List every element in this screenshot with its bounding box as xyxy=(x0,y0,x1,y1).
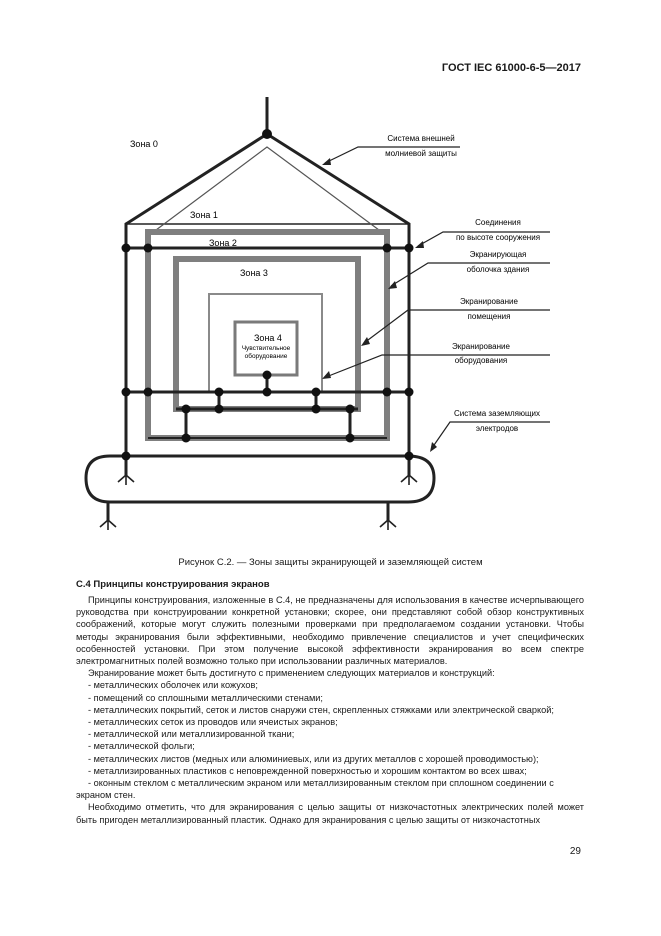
list-item: - металлизированных пластиков с неповрежденной поверхностью и хорошим контактом во всех швах; xyxy=(88,765,527,776)
list-item: - металлической фольги; xyxy=(88,741,195,752)
ground-electrode-loop xyxy=(86,456,434,502)
callout-1-line2: молниевой защиты xyxy=(385,149,457,158)
bonding-connections xyxy=(108,248,409,520)
zone4-label: Зона 4 xyxy=(254,333,282,343)
callout-6-line2: электродов xyxy=(475,424,519,433)
zone3-label: Зона 3 xyxy=(240,268,268,278)
callout-3-line1: Экранирующая xyxy=(469,250,527,259)
callout-2-line1: Соединения xyxy=(475,218,521,227)
section-title: С.4 Принципы конструирования экранов xyxy=(76,579,270,590)
sensitive-label-2: оборудование xyxy=(244,353,288,360)
sensitive-label-1: Чувствительное xyxy=(241,345,291,352)
callout-5-line2: оборудования xyxy=(454,356,508,365)
callout-1-line1: Система внешней xyxy=(387,134,455,143)
callout-3-line2: оболочка здания xyxy=(466,265,530,274)
materials-list xyxy=(76,679,584,801)
list-item: - помещений со сплошными металлическими стенами; xyxy=(88,692,323,703)
paragraph-3: Необходимо отметить, что для экранирования с целью защиты от низкочастотных электрических полей может быть пригоден металлизированный пластик. Однако для экранирования с целью защиты от низкочастотных xyxy=(76,802,584,825)
callout-4-line2: помещения xyxy=(467,312,511,321)
callout-6-line1: Система заземляющих xyxy=(453,409,541,418)
standard-header: ГОСТ IEC 61000-6-5—2017 xyxy=(441,62,581,74)
list-item: - металлических листов (медных или алюминиевых, или из других металлов с хорошей проводимостью); xyxy=(88,753,539,764)
callout-4-line1: Экранирование xyxy=(460,297,518,306)
section-body xyxy=(76,594,584,826)
zone2-label: Зона 2 xyxy=(209,238,237,248)
list-item: - металлической или металлизированной ткани; xyxy=(88,729,295,740)
paragraph-1: Принципы конструирования, изложенные в С.4, не предназначены для использования в качестве исчерпывающего руководства при конструировании конкретной установки; скорее, они представляют собой обзор конструктивных соображений, которые могут служить полезными проверками при предполагаемом создании установки. Чтобы методы экранирования были эффективными, необходимо привлечение специалистов и учет специфических особенностей установки. При этом получение высокой эффективности экранирования во всем спектре электромагнитных полей возможно только при использовании различных материалов. xyxy=(76,595,584,667)
callout-2-line2: по высоте сооружения xyxy=(455,233,541,242)
list-item: - металлических покрытий, сеток и листов снаружи стен, скрепленных стяжками или электрической сваркой; xyxy=(88,704,554,715)
callout-5-line1: Экранирование xyxy=(452,342,510,351)
list-item: - металлических сеток из проводов или ячеистых экранов; xyxy=(88,717,338,728)
zone0-label: Зона 0 xyxy=(130,139,158,149)
list-item: - металлических оболочек или кожухов; xyxy=(88,680,258,691)
paragraph-2: Экранирование может быть достигнуто с применением следующих материалов и конструкций: xyxy=(88,668,495,679)
zone1-label: Зона 1 xyxy=(190,210,218,220)
list-item: - оконным стеклом с металлическим экраном или металлизированным стеклом при сплошном соединении с экраном стен. xyxy=(76,778,554,801)
page-number: 29 xyxy=(569,846,581,857)
figure-caption: Рисунок С.2. — Зоны защиты экранирующей и заземляющей систем xyxy=(178,557,483,568)
